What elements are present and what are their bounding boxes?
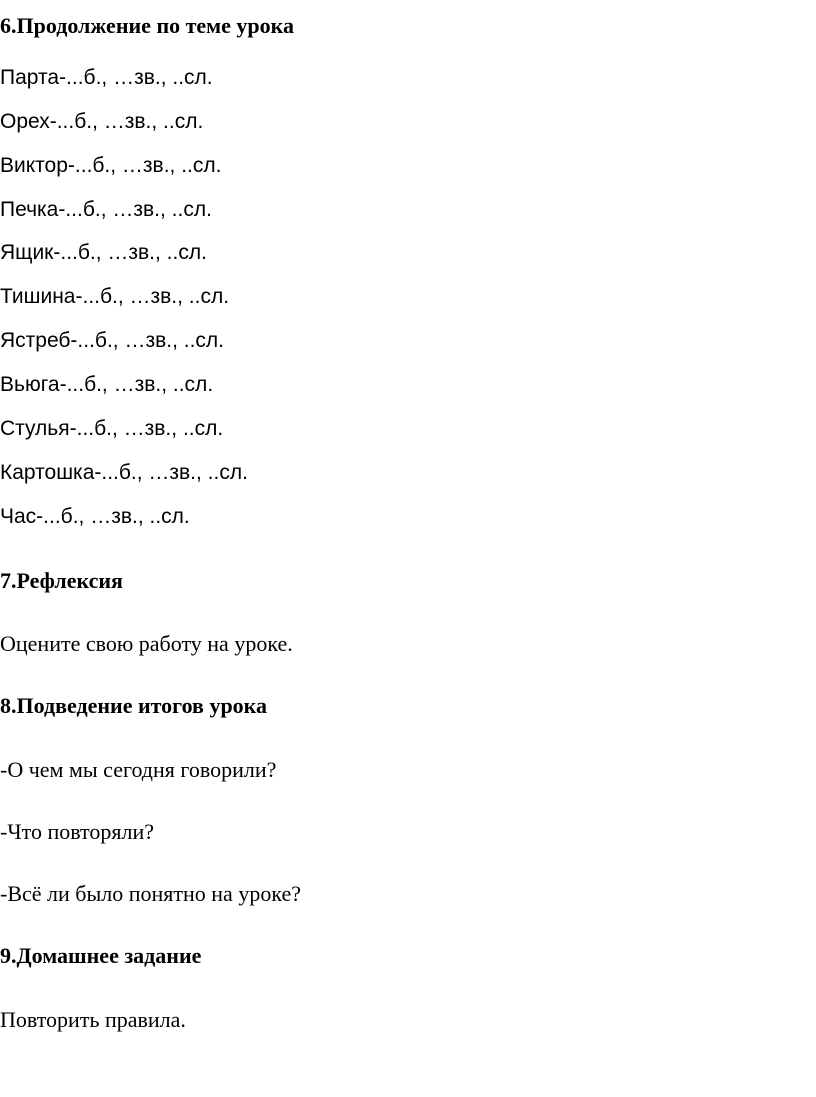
- word-item: Орех-...б., …зв., ..сл.: [0, 110, 204, 133]
- section-7-heading: 7.Рефлексия: [0, 568, 123, 593]
- word-item: Тишина-...б., …зв., ..сл.: [0, 285, 230, 308]
- word-item: Парта-...б., …зв., ..сл.: [0, 66, 213, 89]
- word-item: Стулья-...б., …зв., ..сл.: [0, 417, 224, 440]
- word-item: Ящик-...б., …зв., ..сл.: [0, 241, 207, 264]
- word-item: Ястреб-...б., …зв., ..сл.: [0, 329, 225, 352]
- word-item: Виктор-...б., …зв., ..сл.: [0, 154, 222, 177]
- word-item: Печка-...б., …зв., ..сл.: [0, 198, 212, 221]
- summary-question: -Что повторяли?: [0, 819, 155, 844]
- homework-text: Повторить правила.: [0, 1007, 186, 1032]
- section-9-heading: 9.Домашнее задание: [0, 943, 202, 968]
- word-item: Картошка-...б., …зв., ..сл.: [0, 461, 248, 484]
- word-item: Час-...б., …зв., ..сл.: [0, 505, 190, 528]
- summary-question: -Всё ли было понятно на уроке?: [0, 881, 301, 906]
- section-8-heading: 8.Подведение итогов урока: [0, 693, 268, 718]
- word-item: Вьюга-...б., …зв., ..сл.: [0, 373, 214, 396]
- summary-question: -О чем мы сегодня говорили?: [0, 757, 277, 782]
- section-6-heading: 6.Продолжение по теме урока: [0, 13, 295, 38]
- reflection-text: Оцените свою работу на уроке.: [0, 631, 293, 656]
